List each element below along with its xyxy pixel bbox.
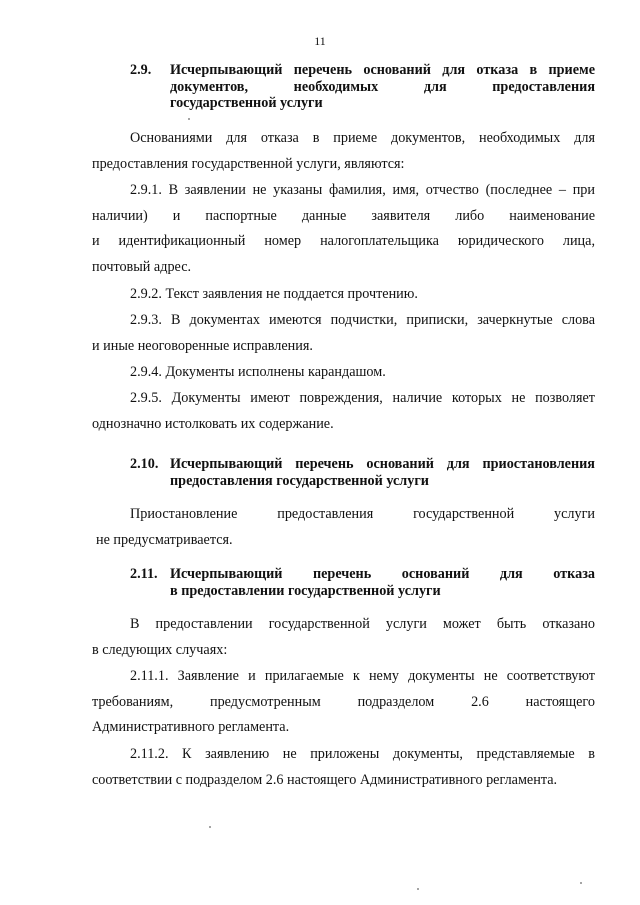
paragraph-line: 2.9.1. В заявлении не указаны фамилия, имя, отчество (последнее – при [130,182,595,198]
paragraph-line: почтовый адрес. [92,258,192,275]
paragraph [92,742,595,793]
paragraph-line: 2.9.5. Документы имеют повреждения, наличие которых не позволяет [130,390,595,406]
paragraph-line: Административного регламента. [92,719,290,735]
paragraph [92,386,595,437]
paragraph-line: Основаниями для отказа в приеме документов, необходимых для [130,130,595,146]
scan-speck [580,882,582,884]
scan-speck [188,118,190,120]
paragraph-line: требованиям, предусмотренным подразделом 2.6 настоящего [92,693,595,710]
paragraph-line: 2.9.2. Текст заявления не поддается прочтению. [130,286,418,302]
paragraph-line: 2.9.4. Документы исполнены карандашом. [130,364,386,380]
section-title [170,62,595,112]
section-title-line: Исчерпывающий перечень оснований для отказа [170,566,595,582]
scan-speck [417,888,419,890]
section-number: 2.10. [130,456,159,472]
section-title-line: предоставления государственной услуги [170,472,429,489]
page-number: 11 [314,34,326,48]
section-title-line: документов, необходимых для предоставления [170,78,595,95]
section-number: 2.9. [130,62,152,78]
paragraph-line: 2.9.3. В документах имеются подчистки, приписки, зачеркнутые слова [130,312,595,328]
section-title-line: Исчерпывающий перечень оснований для приостановления [170,456,595,472]
section-heading-2-11 [130,566,595,599]
section-heading-2-9 [130,62,595,112]
paragraph-line: и идентификационный номер налогоплательщика юридического лица, [92,233,595,249]
paragraph-line: Приостановление предоставления государственной услуги [130,506,595,522]
paragraph [92,126,595,177]
paragraph [92,282,595,308]
section-title [170,566,595,599]
scan-speck [209,826,211,828]
paragraph-line: В предоставлении государственной услуги может быть отказано [130,616,595,632]
paragraph-line: и иные неоговоренные исправления. [92,337,313,354]
paragraph [92,178,595,280]
paragraph-line: соответствии с подразделом 2.6 настоящего Административного регламента. [92,771,558,788]
paragraph [92,360,595,386]
paragraph [92,664,595,741]
section-number: 2.11. [130,566,158,582]
paragraph-line: предоставления государственной услуги, являются: [92,155,405,172]
paragraph-line: 2.11.1. Заявление и прилагаемые к нему документы не соответствуют [130,668,595,684]
paragraph [92,612,595,663]
paragraph [92,308,595,359]
section-title [170,456,595,489]
section-title-line: в предоставлении государственной услуги [170,582,441,599]
section-title-line: Исчерпывающий перечень оснований для отказа в приеме [170,62,595,78]
paragraph-line: 2.11.2. К заявлению не приложены документы, представляемые в [130,746,595,762]
paragraph [92,502,595,553]
paragraph-line: наличии) и паспортные данные заявителя либо наименование [92,207,595,224]
section-heading-2-10 [130,456,595,489]
paragraph-line: в следующих случаях: [92,641,228,658]
section-title-line: государственной услуги [170,95,323,111]
paragraph-line: однозначно истолковать их содержание. [92,415,334,432]
paragraph-line: не предусматривается. [96,531,233,548]
